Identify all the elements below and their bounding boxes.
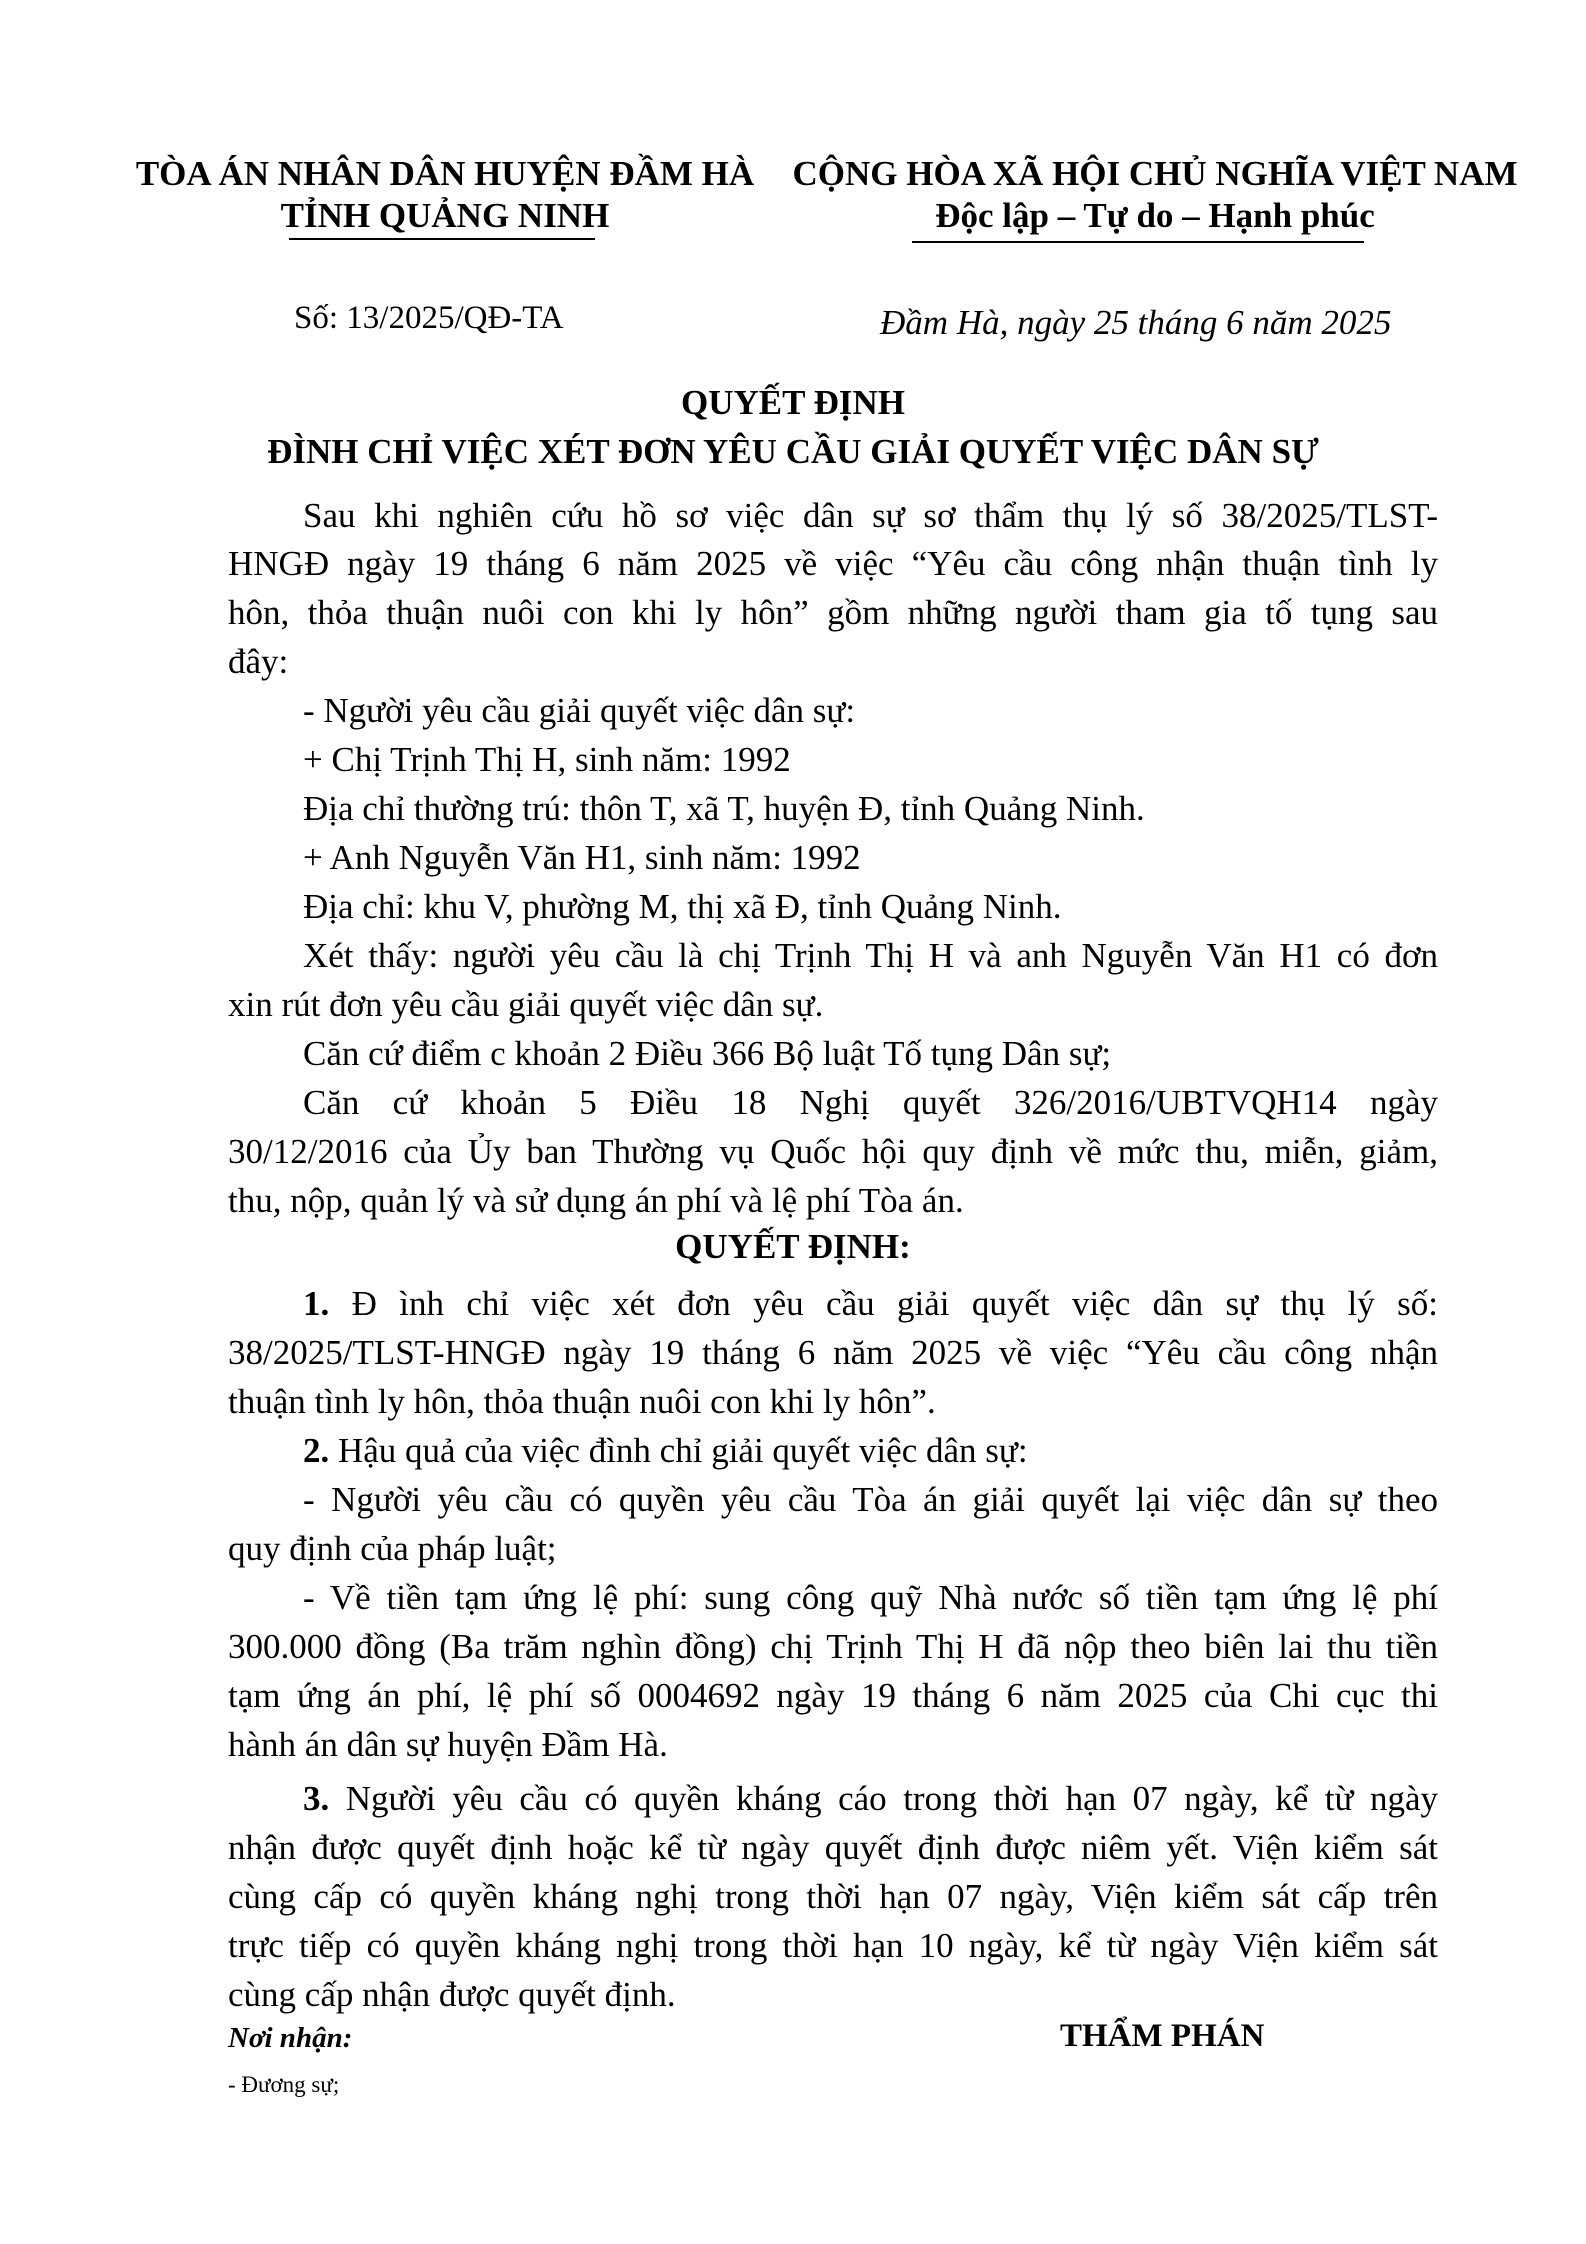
court-name: TÒA ÁN NHÂN DÂN HUYỆN ĐẦM HÀ [135, 154, 755, 193]
consider-line-1: Xét thấy: người yêu cầu là chị Trịnh Thị H và anh Nguyễn Văn H1 có đơn [303, 936, 1438, 975]
intro-line-3: hôn, thỏa thuận nuôi con khi ly hôn” gồm những người tham gia tố tụng sau [228, 593, 1438, 632]
item-3-line-2: nhận được quyết định hoặc kể từ ngày quyết định được niêm yết. Viện kiểm sát [228, 1828, 1438, 1867]
document-number: Số: 13/2025/QĐ-TA [294, 300, 564, 336]
nation-motto: Độc lập – Tự do – Hạnh phúc [935, 196, 1375, 235]
item-1-line-3: thuận tình ly hôn, thỏa thuận nuôi con khi ly hôn”. [228, 1382, 936, 1421]
item-2-number: 2. [303, 1431, 330, 1470]
legal-basis-1: Căn cứ điểm c khoản 2 Điều 366 Bộ luật Tố tụng Dân sự; [303, 1034, 1112, 1073]
item-1-line-2: 38/2025/TLST-HNGĐ ngày 19 tháng 6 năm 2025 về việc “Yêu cầu công nhận [228, 1333, 1438, 1372]
party-1: + Chị Trịnh Thị H, sinh năm: 1992 [303, 740, 791, 779]
motto-underline [912, 241, 1364, 243]
item-3-line-4: trực tiếp có quyền kháng nghị trong thời hạn 10 ngày, kể từ ngày Viện kiểm sát [228, 1926, 1438, 1965]
place-date: Đầm Hà, ngày 25 tháng 6 năm 2025 [880, 303, 1392, 342]
item-1-line-1: 1. Đ ình chỉ việc xét đơn yêu cầu giải quyết việc dân sự thụ lý số: [303, 1284, 1438, 1323]
legal-basis-2-line-2: 30/12/2016 của Ủy ban Thường vụ Quốc hội quy định về mức thu, miễn, giảm, [228, 1132, 1438, 1171]
document-subtitle: ĐÌNH CHỈ VIỆC XÉT ĐƠN YÊU CẦU GIẢI QUYẾT VIỆC DÂN SỰ [267, 432, 1319, 471]
court-province: TỈNH QUẢNG NINH [280, 196, 610, 235]
item-2b-line-3: tạm ứng án phí, lệ phí số 0004692 ngày 19 tháng 6 năm 2025 của Chi cục thi [228, 1676, 1438, 1715]
decision-heading: QUYẾT ĐỊNH: [675, 1227, 911, 1266]
requester-heading: - Người yêu cầu giải quyết việc dân sự: [303, 691, 856, 730]
intro-line-4: đây: [228, 642, 289, 681]
item-3-line-5: cùng cấp nhận được quyết định. [228, 1975, 676, 2014]
legal-basis-2-line-3: thu, nộp, quản lý và sử dụng án phí và lệ phí Tòa án. [228, 1181, 964, 1220]
item-3-line-1: 3. Người yêu cầu có quyền kháng cáo trong thời hạn 07 ngày, kể từ ngày [303, 1779, 1439, 1818]
nation-name: CỘNG HÒA XÃ HỘI CHỦ NGHĨA VIỆT NAM [792, 154, 1518, 193]
court-underline [289, 238, 595, 240]
consider-line-2: xin rút đơn yêu cầu giải quyết việc dân sự. [228, 985, 824, 1024]
recipients-label: Nơi nhận: [228, 2022, 353, 2054]
item-2: 2. Hậu quả của việc đình chỉ giải quyết việc dân sự: [303, 1431, 1028, 1470]
item-2b-line-2: 300.000 đồng (Ba trăm nghìn đồng) chị Trịnh Thị H đã nộp theo biên lai thu tiền [228, 1627, 1438, 1666]
item-2a-line-2: quy định của pháp luật; [228, 1529, 557, 1568]
item-3-line-3: cùng cấp có quyền kháng nghị trong thời hạn 07 ngày, Viện kiểm sát cấp trên [228, 1877, 1438, 1916]
document-title: QUYẾT ĐỊNH [681, 383, 905, 422]
item-2a-line-1: - Người yêu cầu có quyền yêu cầu Tòa án giải quyết lại việc dân sự theo [303, 1480, 1438, 1519]
item-3-number: 3. [303, 1779, 330, 1818]
legal-basis-2-line-1: Căn cứ khoản 5 Điều 18 Nghị quyết 326/2016/UBTVQH14 ngày [303, 1083, 1438, 1122]
intro-line-1: Sau khi nghiên cứu hồ sơ việc dân sự sơ thẩm thụ lý số 38/2025/TLST- [303, 496, 1438, 535]
item-1-number: 1. [303, 1284, 330, 1323]
item-2b-line-1: - Về tiền tạm ứng lệ phí: sung công quỹ Nhà nước số tiền tạm ứng lệ phí [303, 1578, 1438, 1617]
recipient-item: - Đương sự; [228, 2072, 340, 2097]
item-2b-line-4: hành án dân sự huyện Đầm Hà. [228, 1725, 668, 1764]
party-2: + Anh Nguyễn Văn H1, sinh năm: 1992 [303, 838, 861, 877]
party-1-address: Địa chỉ thường trú: thôn T, xã T, huyện Đ, tỉnh Quảng Ninh. [303, 789, 1145, 828]
signer-title: THẨM PHÁN [1060, 2018, 1265, 2054]
intro-line-2: HNGĐ ngày 19 tháng 6 năm 2025 về việc “Yêu cầu công nhận thuận tình ly [228, 544, 1438, 583]
party-2-address: Địa chỉ: khu V, phường M, thị xã Đ, tỉnh Quảng Ninh. [303, 887, 1062, 926]
